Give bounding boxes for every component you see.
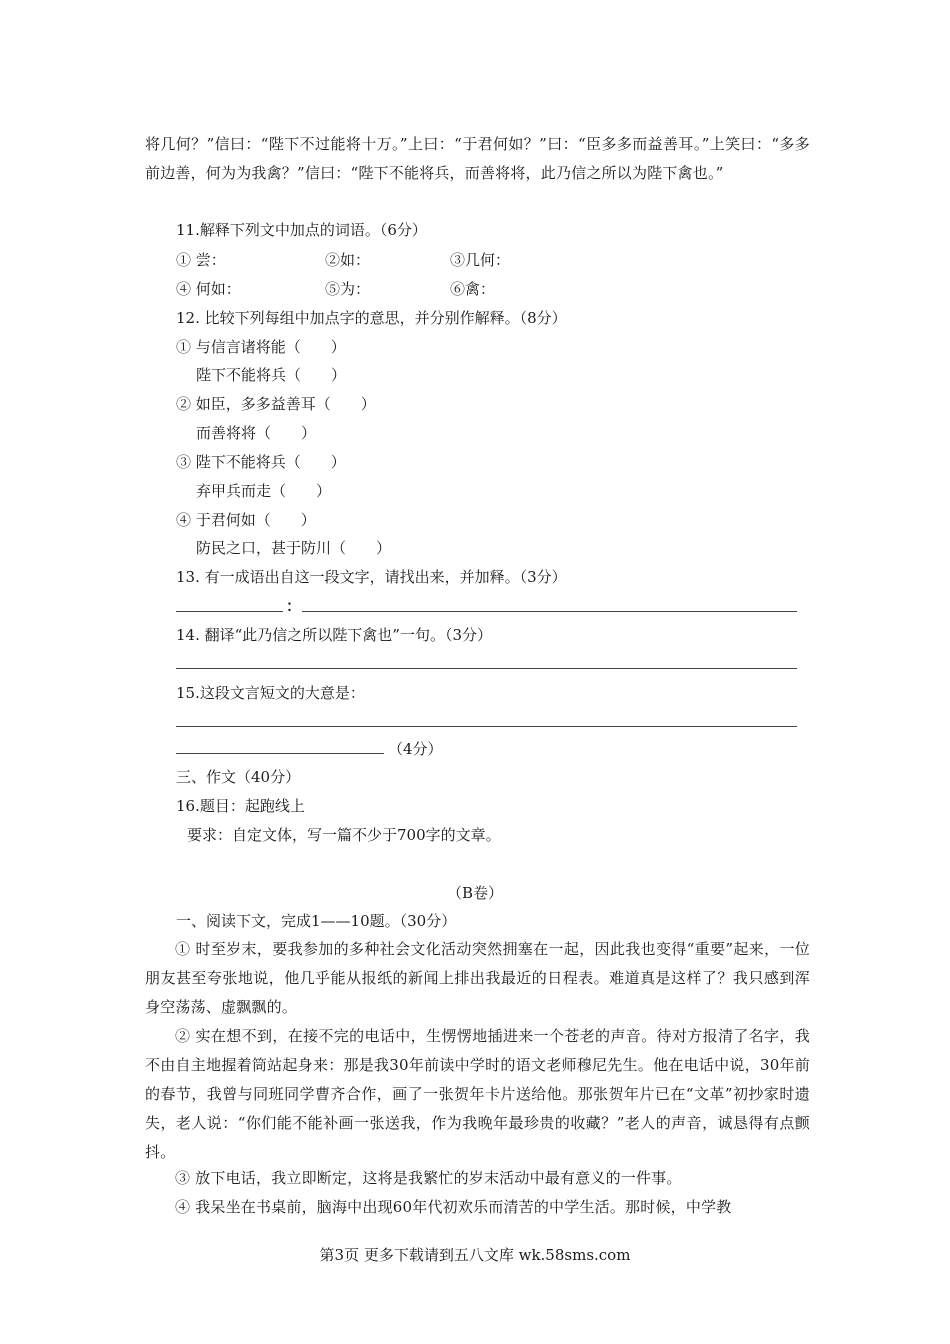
q15-prompt: 15.这段文言短文的大意是： xyxy=(176,684,365,702)
page-footer: 第3页 更多下载请到五八文库 wk.58sms.com xyxy=(319,1246,631,1264)
q16-requirement: 要求：自定文体，写一篇不少于700字的文章。 xyxy=(187,826,501,844)
q15-score: （4分） xyxy=(388,740,443,758)
answer-blank[interactable] xyxy=(176,726,797,727)
q11-item: ②如： xyxy=(325,251,371,269)
q11-item: ⑤为： xyxy=(325,280,371,298)
b-volume-title: （B卷） xyxy=(446,884,504,902)
answer-blank[interactable] xyxy=(176,611,283,612)
q11-item: ⑥禽： xyxy=(450,280,496,298)
q12-item: 陛下不能将兵（ ） xyxy=(196,366,347,384)
reading-paragraph: ④ 我呆坐在书桌前，脑海中出现60年代初欢乐而清苦的中学生活。那时候，中学教 xyxy=(175,1198,732,1216)
reading-paragraph: ③ 放下电话，我立即断定，这将是我繁忙的岁末活动中最有意义的一件事。 xyxy=(175,1169,682,1187)
answer-blank[interactable] xyxy=(176,668,797,669)
reading-paragraph: ① 时至岁末，要我参加的多种社会文化活动突然拥塞在一起，因此我也变得“重要”起来，一位朋友甚至夸张地说，他几乎能从报纸的新闻上排出我最近的日程表。难道真是这样了？我只感到浑身空荡荡、虚飘飘的。 xyxy=(145,940,810,1016)
q11-prompt: 11.解释下列文中加点的词语。（6分） xyxy=(176,221,427,239)
q12-item: 而善将将（ ） xyxy=(196,424,317,442)
answer-blank[interactable] xyxy=(176,753,384,754)
reading-paragraph: ② 实在想不到，在接不完的电话中，生愣愣地插进来一个苍老的声音。待对方报清了名字，我不由自主地握着筒站起身来：那是我30年前读中学时的语文老师穆尼先生。他在电话中说，30年前的春节，我曾与同班同学曹齐合作，画了一张贺年卡片送给他。那张贺年片已在“文革”初抄家时遗失，老人说：“你们能不能补画一张送我，作为我晚年最珍贵的收藏？”老人的声音，诚恳得有点颤抖。 xyxy=(145,1027,810,1161)
q11-item: ① 尝： xyxy=(176,251,226,269)
q12-item: 弃甲兵而走（ ） xyxy=(196,482,332,500)
q12-item: ① 与信言诸将能（ ） xyxy=(176,338,346,356)
section3-title: 三、作文（40分） xyxy=(176,768,301,786)
q12-item: 防民之口，甚于防川（ ） xyxy=(196,539,392,557)
q16-prompt: 16.题目：起跑线上 xyxy=(176,797,305,815)
passage-text: 将几何？”信曰：“陛下不过能将十万。”上曰：“于君何如？”曰：“臣多多而益善耳。”上笑曰：“多多前边善，何为为我禽？”信曰：“陛下不能将兵，而善将将，此乃信之所以为陛下禽也。” xyxy=(145,135,810,182)
q13-prompt: 13. 有一成语出自这一段文字，请找出来，并加释。（3分） xyxy=(176,568,567,586)
q12-prompt: 12. 比较下列每组中加点字的意思，并分别作解释。（8分） xyxy=(176,309,567,327)
b-section1-title: 一、阅读下文，完成1——10题。（30分） xyxy=(176,912,457,930)
q11-item: ③几何： xyxy=(450,251,511,269)
q12-item: ③ 陛下不能将兵（ ） xyxy=(176,453,346,471)
q14-prompt: 14. 翻译“此乃信之所以陛下禽也”一句。（3分） xyxy=(176,626,493,644)
q11-item: ④ 何如： xyxy=(176,280,241,298)
answer-blank[interactable] xyxy=(302,611,797,612)
q12-item: ④ 于君何如（ ） xyxy=(176,511,316,529)
q13-colon: ： xyxy=(286,597,302,615)
q12-item: ② 如臣，多多益善耳（ ） xyxy=(176,395,376,413)
